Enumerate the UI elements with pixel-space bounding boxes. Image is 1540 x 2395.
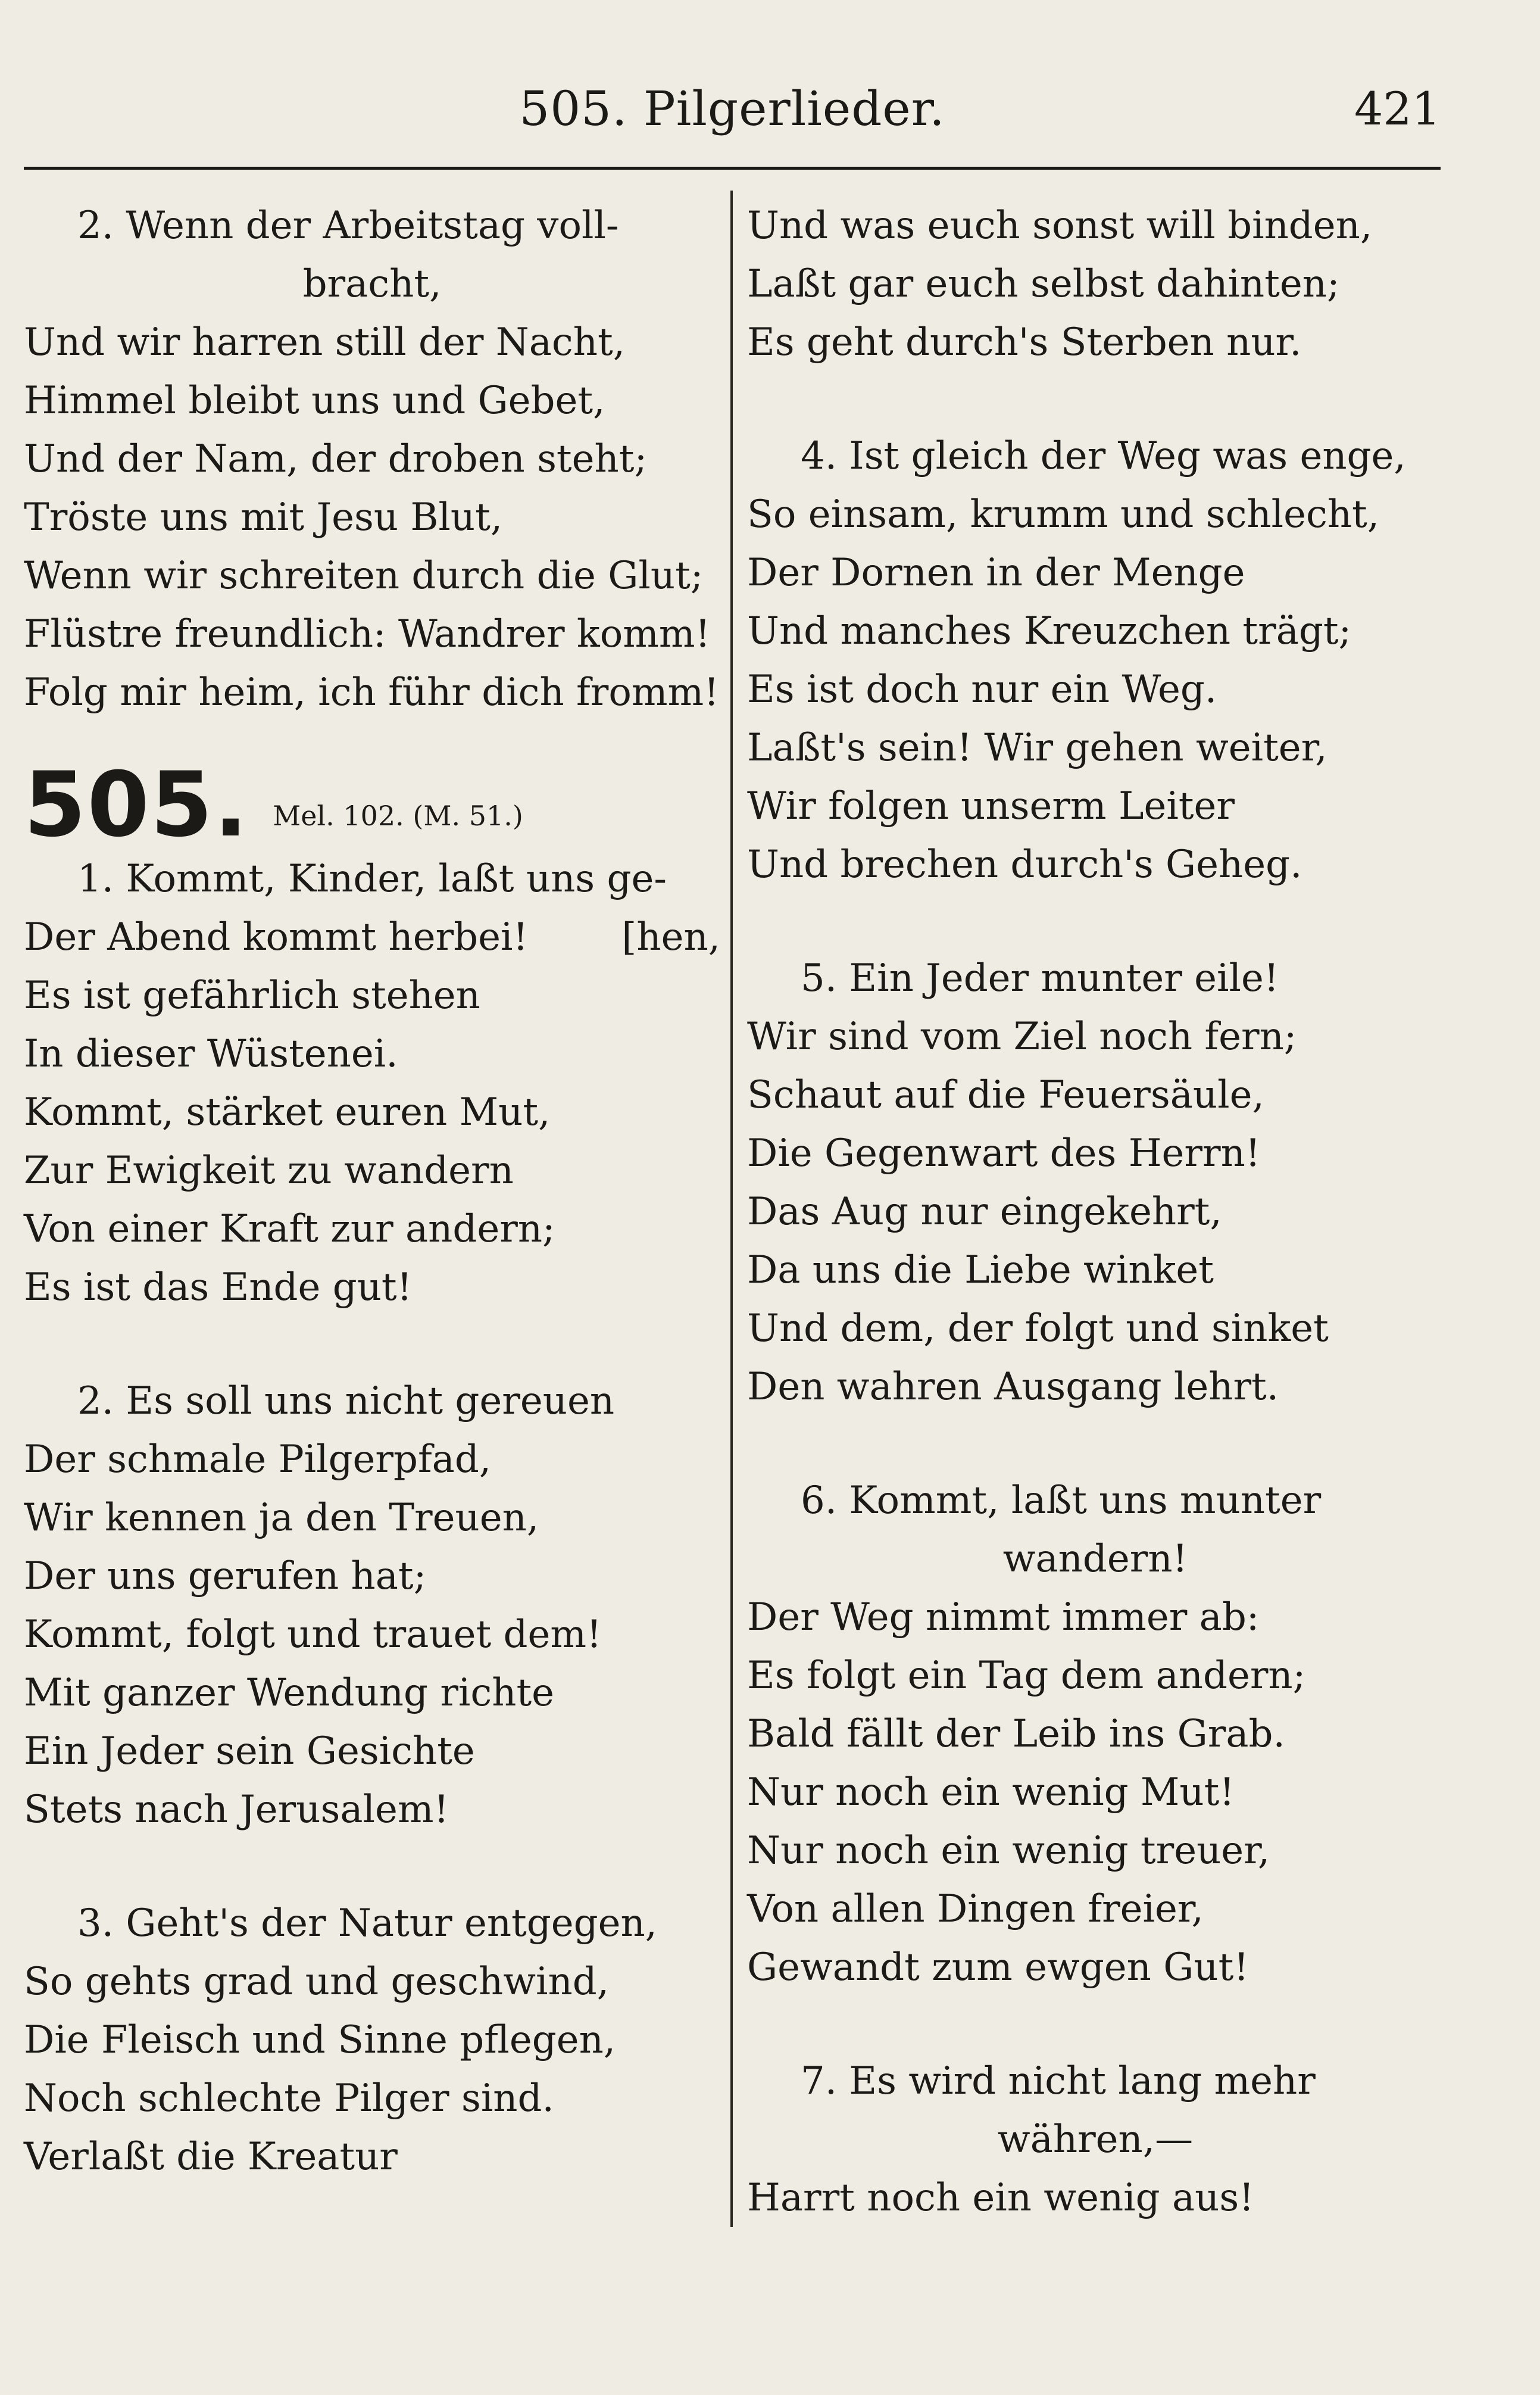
verse-line-overflow: [hen, [621, 915, 720, 959]
verse-line: 7. Es wird nicht lang mehr [801, 2059, 1316, 2103]
verse-line [24, 908, 720, 966]
verse-line-text: Der Abend kommt herbei! [24, 915, 529, 959]
verse-line: So einsam, krumm und schlecht, [747, 492, 1380, 537]
verse-line: Himmel bleibt uns und Gebet, [24, 379, 605, 423]
hymn-number: 505. [24, 753, 249, 857]
hymn-heading [24, 753, 720, 857]
verse-line: 5. Ein Jeder munter eile! [801, 956, 1279, 1000]
verse-line: Harrt noch ein wenig aus! [747, 2176, 1254, 2220]
verse-line: Das Aug nur eingekehrt, [747, 1190, 1222, 1234]
verse-line: bracht, [302, 262, 442, 306]
verse-line: Mit ganzer Wendung richte [24, 1671, 555, 1715]
verse-line: 3. Geht's der Natur entgegen, [77, 1901, 657, 1945]
verse-line: Ein Jeder sein Gesichte [24, 1729, 475, 1773]
verse-line: Die Fleisch und Sinne pflegen, [24, 2018, 616, 2062]
verse-line: Es geht durch's Sterben nur. [747, 320, 1302, 364]
verse-line: Und dem, der folgt und sinket [747, 1306, 1329, 1351]
verse-line: 1. Kommt, Kinder, laßt uns ge- [77, 857, 667, 901]
header-rule [24, 167, 1441, 170]
verse-line: Da uns die Liebe winket [747, 1248, 1214, 1292]
column-divider [730, 191, 733, 2227]
verse-line: Und was euch sonst will binden, [747, 204, 1373, 248]
verse-prev-2 [24, 197, 720, 722]
verse-line: Der schmale Pilgerpfad, [24, 1437, 492, 1482]
page-number: 421 [1354, 82, 1441, 135]
verse-line: Kommt, folgt und trauet dem! [24, 1613, 602, 1657]
verse-3 [24, 1894, 720, 2186]
verse-line: Es ist doch nur ein Weg. [747, 668, 1217, 712]
verse-line: Es folgt ein Tag dem andern; [747, 1654, 1306, 1698]
running-title: 505. Pilgerlieder. [519, 81, 945, 136]
verse-line: Folg mir heim, ich führ dich fromm! [24, 671, 719, 715]
verse-line: In dieser Wüstenei. [24, 1032, 398, 1076]
verse-line: 2. Es soll uns nicht gereuen [77, 1379, 615, 1423]
verse-7 [747, 2052, 1444, 2227]
verse-line: Von einer Kraft zur andern; [24, 1207, 555, 1251]
verse-line: Und brechen durch's Geheg. [747, 843, 1302, 887]
verse-line: Es ist das Ende gut! [24, 1265, 413, 1309]
verse-line: Den wahren Ausgang lehrt. [747, 1365, 1279, 1409]
verse-line: Wenn wir schreiten durch die Glut; [24, 554, 704, 598]
verse-line: Bald fällt der Leib ins Grab. [747, 1712, 1285, 1756]
verse-line: Der uns gerufen hat; [24, 1554, 427, 1598]
verse-line: Gewandt zum ewgen Gut! [747, 1945, 1249, 1989]
verse-line: Tröste uns mit Jesu Blut, [24, 495, 503, 540]
verse-line: währen,— [997, 2118, 1194, 2162]
verse-line: Schaut auf die Feuersäule, [747, 1073, 1264, 1117]
verse-line: Noch schlechte Pilger sind. [24, 2076, 554, 2120]
verse-2 [24, 1372, 720, 1839]
verse-line: Stets nach Jerusalem! [24, 1788, 449, 1832]
verse-line: Der Weg nimmt immer ab: [747, 1595, 1260, 1639]
left-column [24, 197, 720, 2186]
melody-reference: Mel. 102. (M. 51.) [273, 800, 523, 832]
verse-line: Flüstre freundlich: Wandrer komm! [24, 612, 711, 656]
verse-line: Von allen Dingen freier, [747, 1887, 1204, 1931]
verse-line: So gehts grad und geschwind, [24, 1960, 609, 2004]
verse-line: Und wir harren still der Nacht, [24, 320, 626, 364]
verse-5 [747, 949, 1444, 1416]
verse-line: wandern! [1002, 1537, 1188, 1581]
right-column [747, 197, 1444, 2227]
verse-line: Wir sind vom Ziel noch fern; [747, 1015, 1297, 1059]
verse-3-continued [747, 197, 1444, 372]
verse-line: Laßt gar euch selbst dahinten; [747, 262, 1340, 306]
verse-line: Und manches Kreuzchen trägt; [747, 609, 1352, 653]
verse-line: Es ist gefährlich stehen [24, 974, 480, 1018]
verse-line: 2. Wenn der Arbeitstag voll- [77, 204, 619, 248]
verse-line: Nur noch ein wenig Mut! [747, 1770, 1235, 1814]
verse-line: Und der Nam, der droben steht; [24, 437, 647, 481]
verse-line: Verlaßt die Kreatur [24, 2135, 398, 2179]
verse-line: 6. Kommt, laßt uns munter [801, 1479, 1322, 1523]
verse-line: Nur noch ein wenig treuer, [747, 1829, 1270, 1873]
verse-6 [747, 1471, 1444, 1997]
verse-1 [24, 850, 720, 1317]
verse-line: Der Dornen in der Menge [747, 551, 1245, 595]
verse-line: Zur Ewigkeit zu wandern [24, 1149, 514, 1193]
verse-4 [747, 427, 1444, 894]
page-header [24, 76, 1441, 142]
verse-line: Wir kennen ja den Treuen, [24, 1496, 539, 1540]
verse-line: Wir folgen unserm Leiter [747, 784, 1235, 828]
verse-line: Laßt's sein! Wir gehen weiter, [747, 726, 1327, 770]
verse-line: Kommt, stärket euren Mut, [24, 1090, 551, 1134]
verse-line: 4. Ist gleich der Weg was enge, [801, 434, 1406, 478]
verse-line: Die Gegenwart des Herrn! [747, 1131, 1261, 1175]
